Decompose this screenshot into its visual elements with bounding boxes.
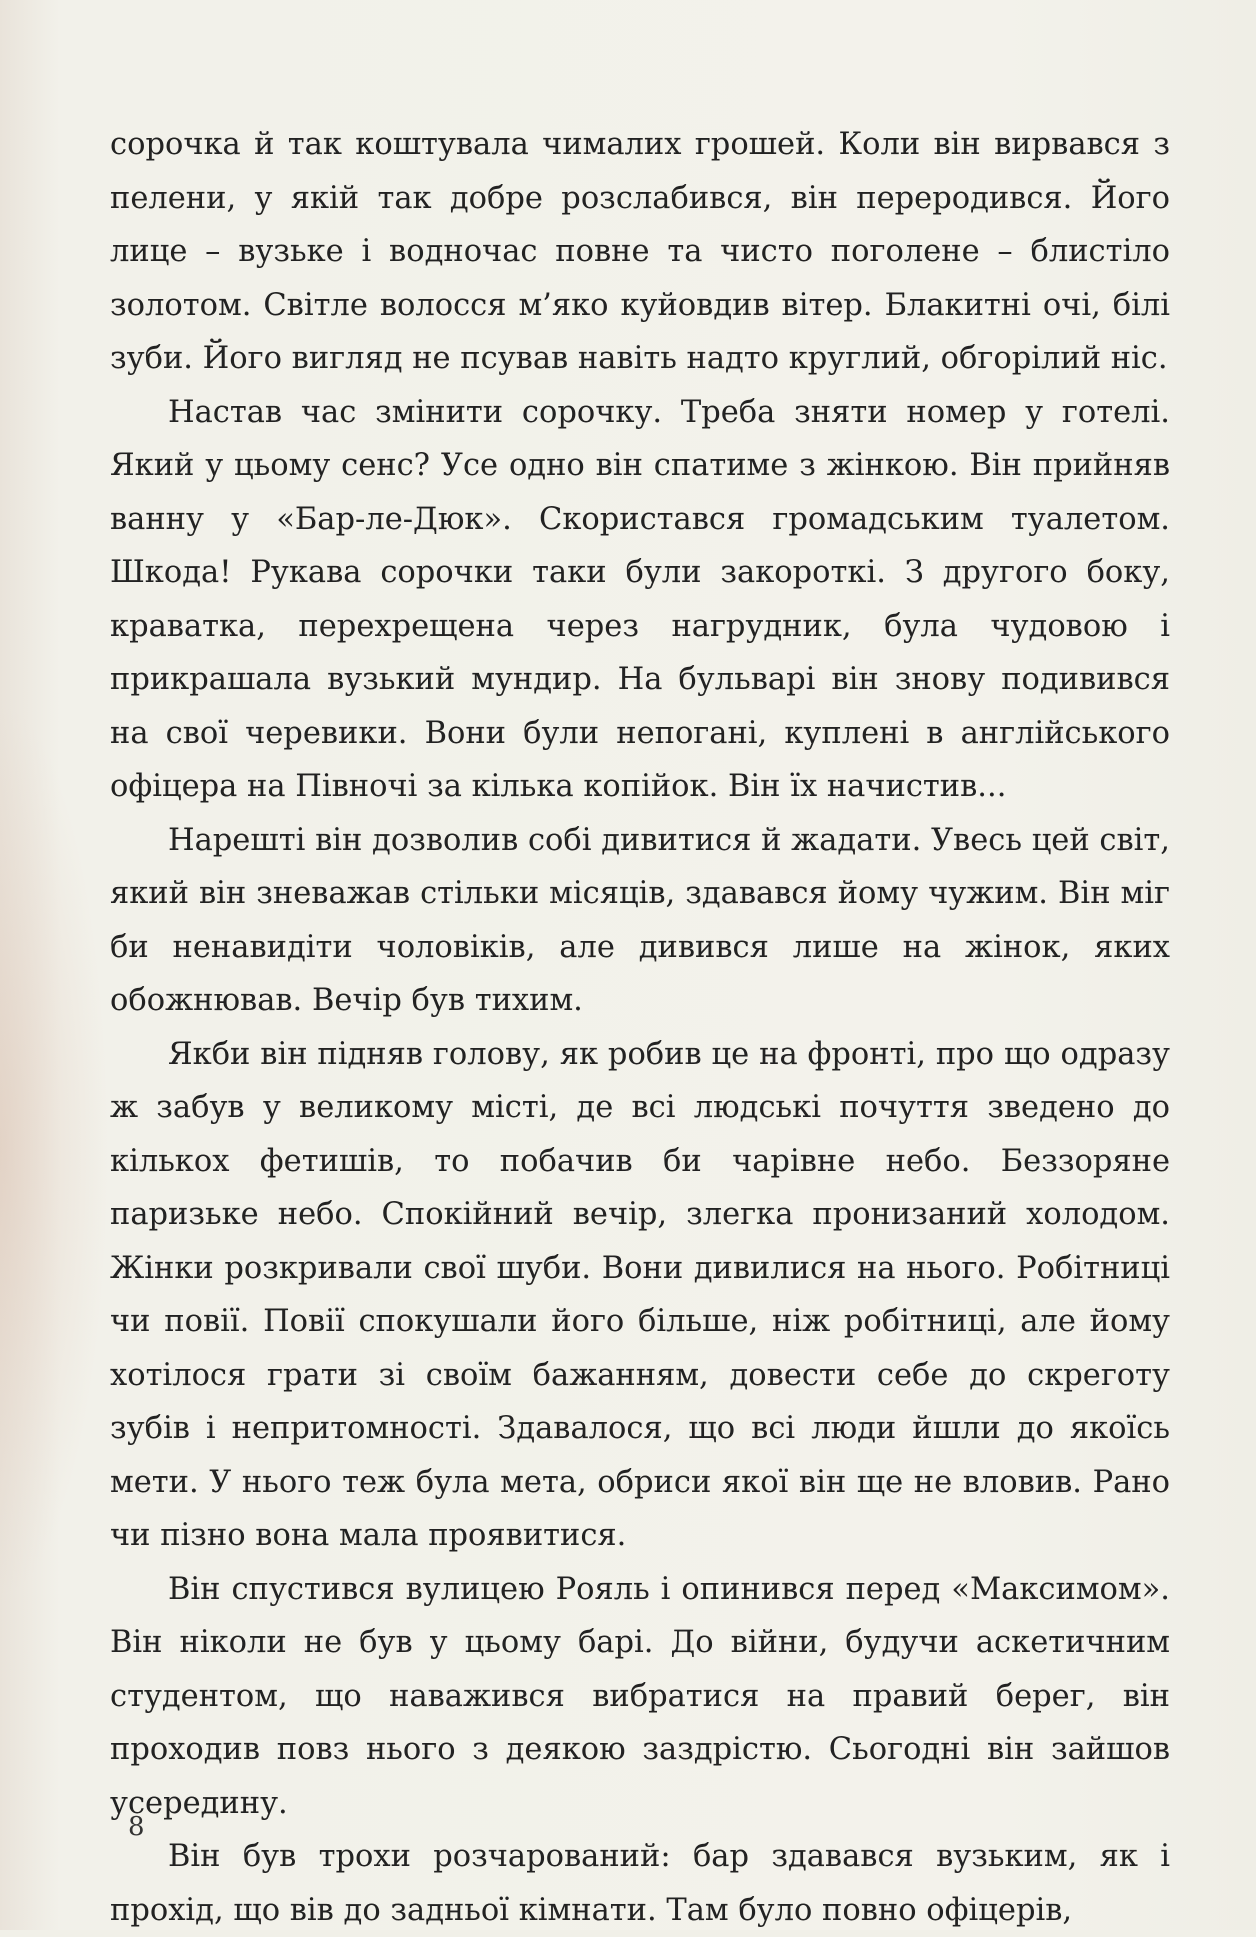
paragraph-2: Настав час змінити сорочку. Треба зняти номер у готелі. Який у цьому сенс? Усе одно він спатиме з жінкою. Він прийняв ванну у «Бар-ле-Дюк». Скористався громадським туалетом. Шкода! Рукава сорочки таки були закороткі. З другого боку, краватка, перехрещена через нагрудник, була чудовою і прикрашала вузький мундир. На бульварі він знову подивився на свої черевики. Вони були непогані, куплені в англійського офіцера на Півночі за кілька копійок. Він їх начистив... bbox=[110, 394, 1170, 804]
paragraph-1: сорочка й так коштувала чималих грошей. Коли він вирвався з пелени, у якій так добре розслабився, він переродився. Його лице – вузьке і водночас повне та чисто поголене – блистіло золотом. Світле волосся м’яко куйовдив вітер. Блакитні очі, білі зуби. Його вигляд не псував навіть надто круглий, обгорілий ніс. bbox=[110, 127, 1170, 376]
paragraph-4: Якби він підняв голову, як робив це на фронті, про що одразу ж забув у великому місті, де всі людські почуття зведено до кількох фетишів, то побачив би чарівне небо. Беззоряне паризьке небо. Спокійний вечір, злегка пронизаний холодом. Жінки розкривали свої шуби. Вони дивилися на нього. Робітниці чи повії. Повії спокушали його більше, ніж робітниці, але йому хотілося грати зі своїм бажанням, довести себе до скреготу зубів і непритомності. Здавалося, що всі люди йшли до якоїсь мети. У нього теж була мета, обриси якої він ще не вловив. Рано чи пізно вона мала проявитися. bbox=[110, 1036, 1170, 1553]
paragraph-6: Він був трохи розчарований: бар здавався вузьким, як і прохід, що вів до задньої кімнати. Там було повно офіцерів, bbox=[110, 1839, 1170, 1928]
paragraph-5: Він спустився вулицею Рояль і опинився перед «Максимом». Він ніколи не був у цьому барі. До війни, будучи аскетичним студентом, що наважився вибратися на правий берег, він проходив повз нього з деякою заздрістю. Сьогодні він зайшов усередину. bbox=[110, 1571, 1170, 1821]
page-shadow bbox=[0, 700, 110, 1600]
body-text bbox=[110, 118, 1170, 1937]
paragraph-3: Нарешті він дозволив собі дивитися й жадати. Увесь цей світ, який він зневажав стільки місяців, здавався йому чужим. Він міг би ненавидіти чоловіків, але дивився лише на жінок, яких обожнював. Вечір був тихим. bbox=[110, 822, 1170, 1018]
page-number: 8 bbox=[128, 1812, 145, 1842]
